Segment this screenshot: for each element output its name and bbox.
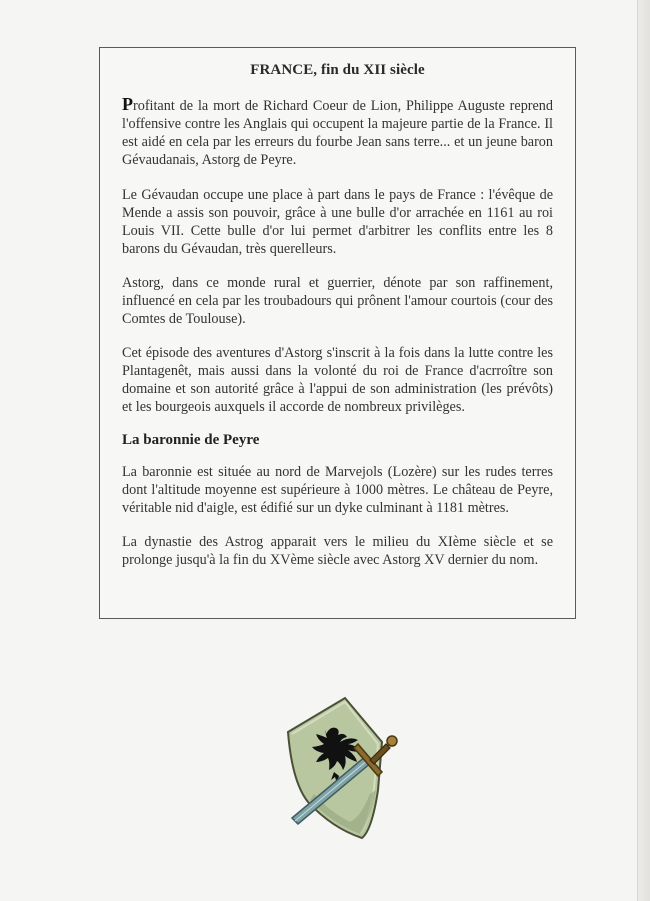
drop-cap: P <box>122 94 133 114</box>
box-title: FRANCE, fin du XII siècle <box>250 62 425 78</box>
text-box <box>99 47 576 619</box>
paragraph-gevaudan: Le Gévaudan occupe une place à part dans le pays de France : l'évêque de Mende a assis son pouvoir, grâce à une bulle d'or arrachée en 1161 au roi Louis VII. Cette bulle d'or lui permet d'arbitrer les conflits entre les 8 barons du Gévaudan, très querelleurs. <box>122 187 553 257</box>
page-edge <box>637 0 650 901</box>
paragraph-intro <box>122 95 553 169</box>
paragraph-intro-text: rofitant de la mort de Richard Coeur de Lion, Philippe Auguste reprend l'offensive contre les Anglais qui occupent la majeure partie de la France. Il est aidé en cela par les erreurs du fourbe Jean sans terre... et un jeune baron Gévaudanais, Astorg de Peyre. <box>122 98 553 168</box>
paragraph-dynastie: La dynastie des Astrog apparait vers le milieu du XIème siècle et se prolonge jusqu'à la fin du XVème siècle avec Astorg XV dernier du nom. <box>122 534 553 568</box>
shield-sword-emblem <box>270 690 420 850</box>
paragraph-episode: Cet épisode des aventures d'Astorg s'inscrit à la fois dans la lutte contre les Plantagenêt, mais aussi dans la volonté du roi de France d'acrroître son domaine et son autorité grâce à l'appui de son administration (les prévôts) et les bourgeois auxquels il accorde de nombreux privilèges. <box>122 345 553 415</box>
paragraph-baronnie: La baronnie est située au nord de Marvejols (Lozère) sur les rudes terres dont l'altitude moyenne est supérieure à 1000 mètres. Le château de Peyre, véritable nid d'aigle, est édifié sur un dyke culminant à 1181 mètres. <box>122 464 553 516</box>
paragraph-astorg: Astorg, dans ce monde rural et guerrier, dénote par son raffinement, influencé en cela par les troubadours qui prônent l'amour courtois (cour des Comtes de Toulouse). <box>122 275 553 327</box>
section-title: La baronnie de Peyre <box>122 432 260 448</box>
